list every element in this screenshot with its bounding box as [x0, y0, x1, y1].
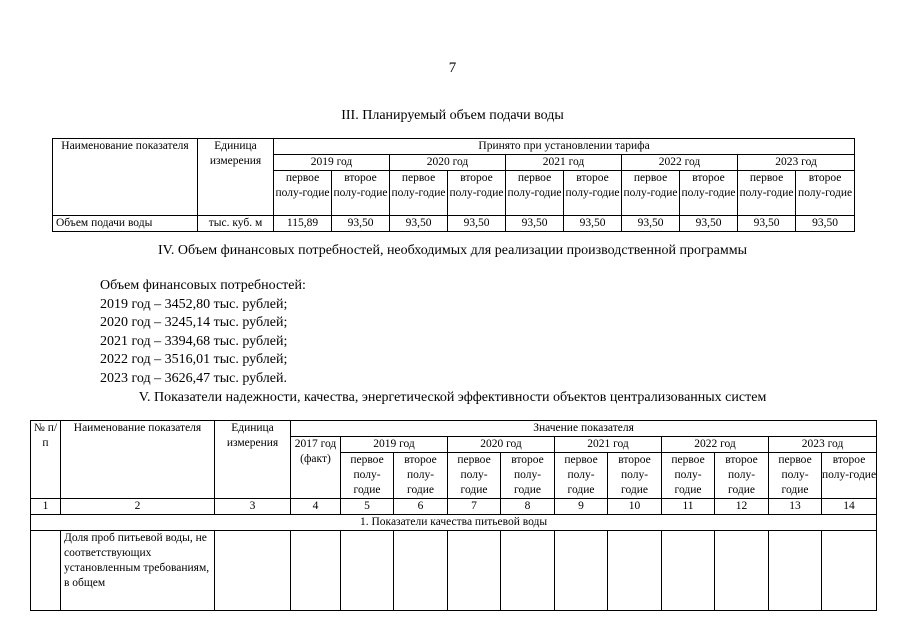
half-year-header: второе полу-годие — [448, 171, 506, 216]
value-cell: 93,50 — [506, 216, 564, 232]
column-number-row — [31, 499, 877, 515]
value-cell: 93,50 — [390, 216, 448, 232]
row-unit: тыс. куб. м — [198, 216, 274, 232]
value-cell: 93,50 — [332, 216, 390, 232]
column-group-header: Принято при установлении тарифа — [274, 139, 855, 155]
half-year-header: первое полу-годие — [390, 171, 448, 216]
year-header: 2020 год — [448, 437, 555, 453]
column-number: 3 — [215, 499, 291, 515]
financial-needs-line: 2022 год – 3516,01 тыс. рублей; — [100, 352, 288, 368]
half-year-header: второе полу-годие — [608, 453, 662, 499]
year-header: 2023 год — [769, 437, 877, 453]
value-cell: 93,50 — [738, 216, 796, 232]
financial-needs-heading: Объем финансовых потребностей: — [100, 278, 306, 293]
value-cell: 93,50 — [448, 216, 506, 232]
column-number: 9 — [555, 499, 608, 515]
planned-water-supply-table — [52, 138, 855, 232]
half-year-header: первое полу-годие — [738, 171, 796, 216]
page-number: 7 — [448, 60, 457, 76]
year-header: 2021 год — [506, 155, 622, 171]
table-row — [31, 531, 877, 611]
column-number: 13 — [769, 499, 822, 515]
year-header: 2019 год — [274, 155, 390, 171]
column-header-unit: Единица измерения — [215, 421, 291, 499]
reliability-indicators-table — [30, 420, 877, 611]
half-year-header: второе полу-годие — [822, 453, 877, 499]
half-year-header: второе полу-годие — [394, 453, 448, 499]
value-cell — [291, 531, 341, 611]
column-number: 1 — [31, 499, 61, 515]
financial-needs-line: 2020 год – 3245,14 тыс. рублей; — [100, 315, 288, 331]
column-number: 6 — [394, 499, 448, 515]
value-cell — [448, 531, 501, 611]
row-name: Объем подачи воды — [53, 216, 198, 232]
column-header-unit: Единица измерения — [198, 139, 274, 216]
half-year-header: первое полу-годие — [274, 171, 332, 216]
column-header-name: Наименование показателя — [53, 139, 198, 216]
row-name: Доля проб питьевой воды, не соответствующих установленным требованиям, в общем — [61, 531, 215, 611]
value-cell — [822, 531, 877, 611]
half-year-header: второе полу-годие — [332, 171, 390, 216]
section-3-title: III. Планируемый объем подачи воды — [341, 108, 564, 123]
column-number: 11 — [662, 499, 715, 515]
column-number: 14 — [822, 499, 877, 515]
column-number: 8 — [501, 499, 555, 515]
value-cell: 93,50 — [796, 216, 855, 232]
value-cell: 93,50 — [564, 216, 622, 232]
value-cell: 93,50 — [622, 216, 680, 232]
half-year-header: первое полу-годие — [448, 453, 501, 499]
value-cell — [215, 531, 291, 611]
row-number — [31, 531, 61, 611]
value-cell: 115,89 — [274, 216, 332, 232]
year-header: 2021 год — [555, 437, 662, 453]
subsection-header: 1. Показатели качества питьевой воды — [31, 515, 877, 531]
year-header: 2023 год — [738, 155, 855, 171]
half-year-header: второе полу-годие — [715, 453, 769, 499]
half-year-header: первое полу-годие — [341, 453, 394, 499]
value-cell: 93,50 — [680, 216, 738, 232]
financial-needs-block — [100, 277, 306, 389]
column-header-name: Наименование показателя — [61, 421, 215, 499]
half-year-header: второе полу-годие — [796, 171, 855, 216]
value-cell — [341, 531, 394, 611]
column-number: 2 — [61, 499, 215, 515]
column-header-number: № п/п — [31, 421, 61, 499]
financial-needs-line: 2021 год – 3394,68 тыс. рублей; — [100, 333, 288, 349]
table-row — [53, 216, 855, 232]
half-year-header: первое полу-годие — [622, 171, 680, 216]
value-cell — [662, 531, 715, 611]
column-number: 12 — [715, 499, 769, 515]
year-header: 2022 год — [662, 437, 769, 453]
half-year-header: первое полу-годие — [506, 171, 564, 216]
half-year-header: первое полу-годие — [662, 453, 715, 499]
value-cell — [555, 531, 608, 611]
year-header: 2019 год — [341, 437, 448, 453]
value-cell — [715, 531, 769, 611]
financial-needs-line: 2023 год – 3626,47 тыс. рублей. — [100, 370, 287, 386]
column-number: 4 — [291, 499, 341, 515]
half-year-header: второе полу-годие — [564, 171, 622, 216]
financial-needs-line: 2019 год – 3452,80 тыс. рублей; — [100, 296, 288, 312]
value-cell — [608, 531, 662, 611]
value-cell — [769, 531, 822, 611]
column-number: 7 — [448, 499, 501, 515]
column-group-header: Значение показателя — [291, 421, 877, 437]
half-year-header: второе полу-годие — [501, 453, 555, 499]
value-cell — [394, 531, 448, 611]
section-5-title: V. Показатели надежности, качества, энергетической эффективности объектов централизованных систем — [138, 390, 767, 405]
half-year-header: первое полу-годие — [769, 453, 822, 499]
column-header-2017: 2017 год (факт) — [291, 437, 341, 499]
half-year-header: второе полу-годие — [680, 171, 738, 216]
section-4-title: IV. Объем финансовых потребностей, необходимых для реализации производственной программы — [157, 243, 748, 258]
half-year-header: первое полу-годие — [555, 453, 608, 499]
value-cell — [501, 531, 555, 611]
year-header: 2022 год — [622, 155, 738, 171]
year-header: 2020 год — [390, 155, 506, 171]
column-number: 5 — [341, 499, 394, 515]
column-number: 10 — [608, 499, 662, 515]
